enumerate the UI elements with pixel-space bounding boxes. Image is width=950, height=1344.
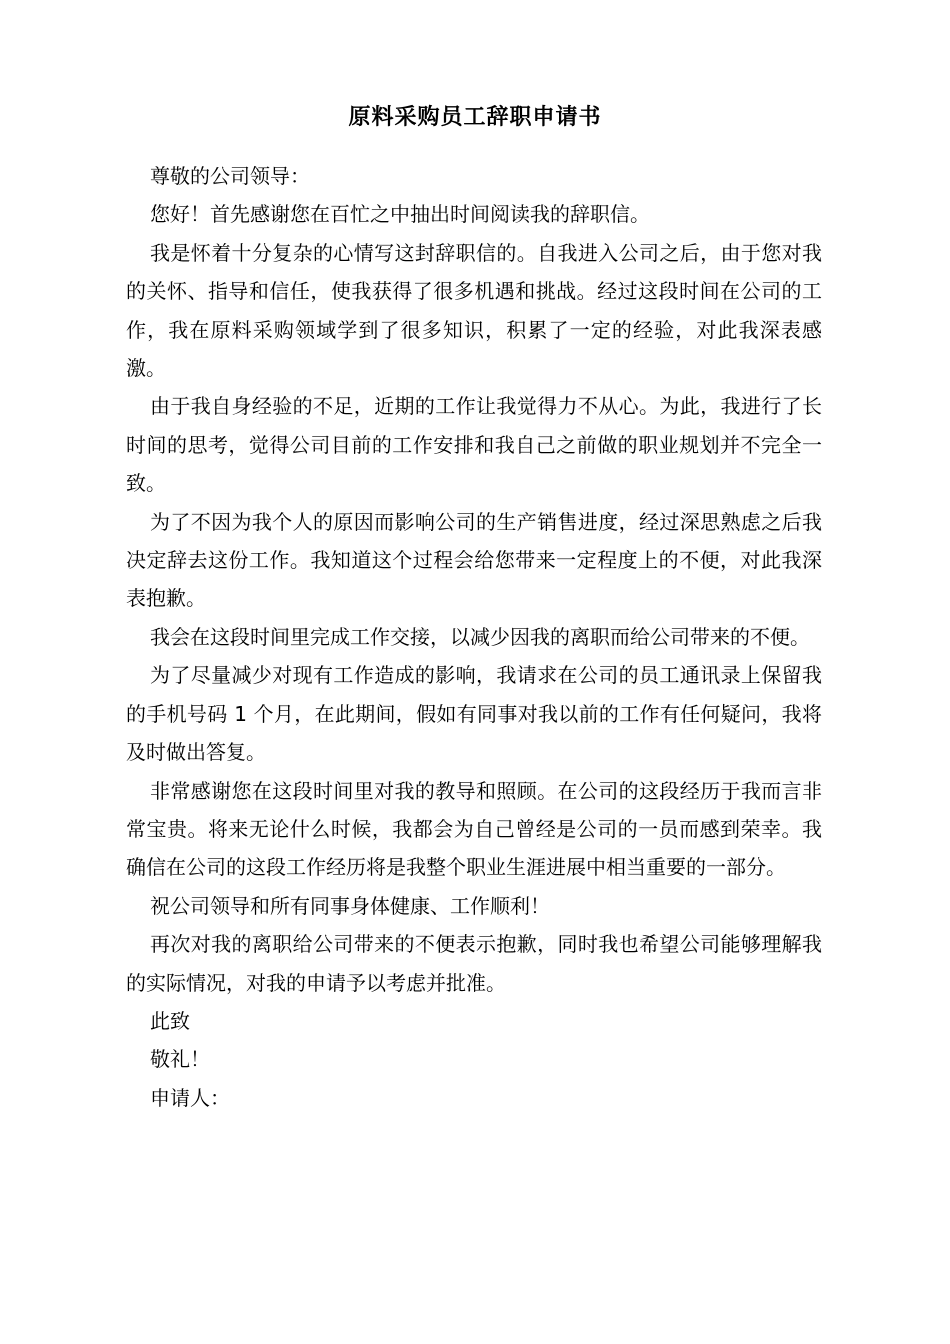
document-title: 原料采购员工辞职申请书 (348, 105, 602, 130)
applicant-signature-label: 申请人： (150, 1085, 230, 1110)
greeting-paragraph: 您好！首先感谢您在百忙之中抽出时间阅读我的辞职信。 (150, 202, 650, 227)
body-paragraph: 再次对我的离职给公司带来的不便表示抱歉，同时我也希望公司能够理解我的实际情况，对我的申请予以考虑并批准。 (126, 932, 822, 995)
body-paragraph: 我会在这段时间里完成工作交接，以减少因我的离职而给公司带来的不便。 (150, 624, 810, 649)
body-paragraph: 由于我自身经验的不足，近期的工作让我觉得力不从心。为此，我进行了长时间的思考，觉得公司目前的工作安排和我自己之前做的职业规划并不完全一致。 (126, 394, 822, 496)
closing-salute: 敬礼！ (150, 1047, 210, 1072)
salutation: 尊敬的公司领导： (150, 164, 310, 188)
body-paragraph: 非常感谢您在这段时间里对我的教导和照顾。在公司的这段经历于我而言非常宝贵。将来无论什么时候，我都会为自己曾经是公司的一员而感到荣幸。我确信在公司的这段工作经历将是我整个职业生涯进展中相当重要的一部分。 (126, 778, 822, 880)
wishes-paragraph: 祝公司领导和所有同事身体健康、工作顺利！ (150, 893, 550, 918)
body-paragraph: 为了尽量减少对现有工作造成的影响，我请求在公司的员工通讯录上保留我的手机号码 1 个月，在此期间，假如有同事对我以前的工作有任何疑问，我将及时做出答复。 (126, 663, 822, 765)
body-paragraph: 我是怀着十分复杂的心情写这封辞职信的。自我进入公司之后，由于您对我的关怀、指导和信任，使我获得了很多机遇和挑战。经过这段时间在公司的工作，我在原料采购领域学到了很多知识，积累了一定的经验，对此我深表感激。 (126, 240, 822, 381)
closing-line: 此致 (150, 1008, 190, 1033)
document-body (126, 157, 822, 1117)
body-paragraph: 为了不因为我个人的原因而影响公司的生产销售进度，经过深思熟虑之后我决定辞去这份工作。我知道这个过程会给您带来一定程度上的不便，对此我深表抱歉。 (126, 509, 822, 611)
